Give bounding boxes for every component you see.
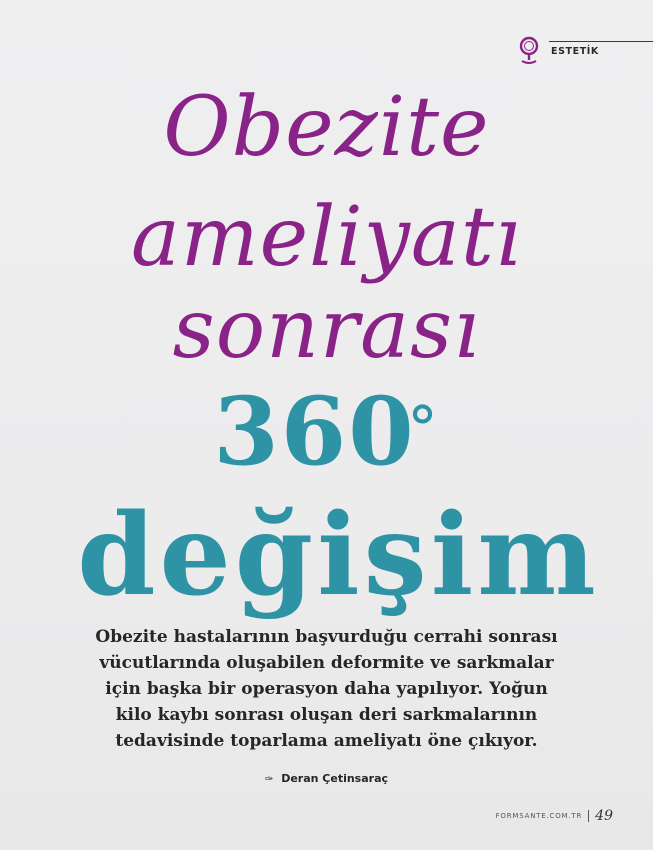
section-header: [515, 35, 653, 65]
lead-line: Obezite hastalarının başvurduğu cerrahi sonrası: [95, 627, 558, 647]
lead-line: kilo kaybı sonrası oluşan deri sarkmalarının: [115, 705, 538, 725]
page-number: 49: [595, 808, 613, 824]
headline-degree-sign: °: [407, 392, 438, 465]
headline-line-5: değişim: [77, 490, 600, 621]
headline-line-2: ameliyatı: [130, 190, 522, 285]
headline-line-1: Obezite: [163, 80, 490, 175]
pen-icon: ✑: [264, 774, 274, 785]
lead-line: tedavisinde toparlama ameliyatı öne çıkıyor.: [115, 731, 538, 751]
page-footer: [496, 808, 613, 824]
author-name: Deran Çetinsaraç: [281, 772, 389, 785]
lead-paragraph: [40, 624, 613, 754]
lead-line: için başka bir operasyon daha yapılıyor. Yoğun: [105, 679, 548, 699]
section-rule: [549, 41, 653, 42]
headline-number: 360: [213, 377, 416, 487]
footer-divider: [588, 810, 589, 822]
byline: [0, 772, 653, 785]
hand-mirror-icon: [517, 35, 543, 65]
lead-line: vücutlarında oluşabilen deformite ve sarkmalar: [99, 653, 554, 673]
headline-line-3: sonrası: [172, 282, 481, 377]
section-label: ESTETİK: [551, 46, 599, 57]
footer-site: FORMSANTE.COM.TR: [495, 812, 583, 820]
